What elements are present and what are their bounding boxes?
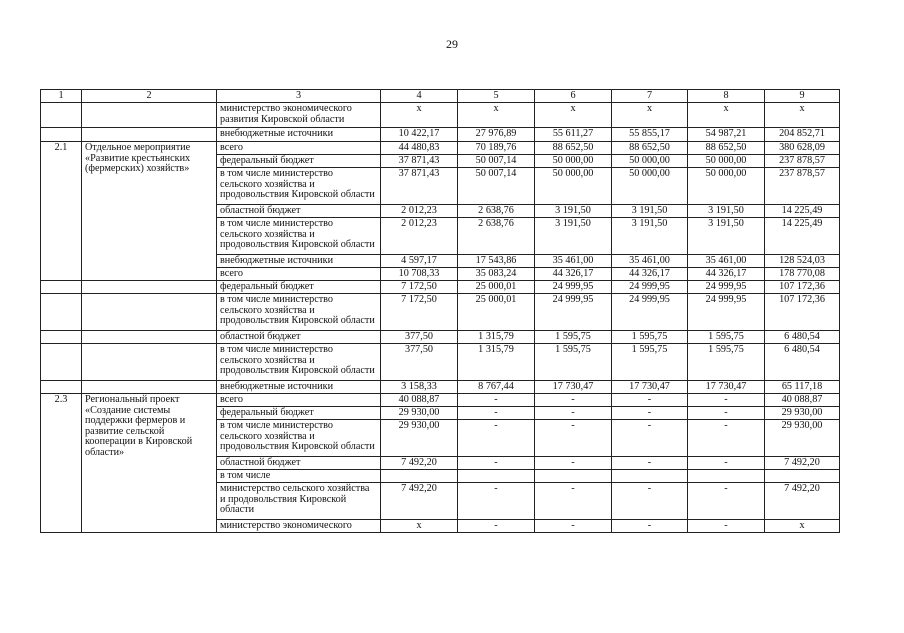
- value-cell: 44 326,17: [688, 268, 765, 281]
- item-number: [41, 381, 82, 394]
- item-number: [41, 344, 82, 381]
- funding-source: внебюджетные источники: [217, 381, 381, 394]
- column-header: 2: [82, 90, 217, 103]
- value-cell: 27 976,89: [458, 128, 535, 142]
- value-cell: 7 492,20: [381, 457, 458, 470]
- value-cell: 1 595,75: [612, 344, 688, 381]
- value-cell: 178 770,08: [765, 268, 840, 281]
- value-cell: 17 730,47: [688, 381, 765, 394]
- value-cell: x: [458, 103, 535, 128]
- value-cell: [458, 470, 535, 483]
- value-cell: 17 730,47: [612, 381, 688, 394]
- value-cell: 8 767,44: [458, 381, 535, 394]
- value-cell: 128 524,03: [765, 255, 840, 268]
- value-cell: 3 191,50: [688, 205, 765, 218]
- funding-source: областной бюджет: [217, 457, 381, 470]
- value-cell: -: [688, 457, 765, 470]
- value-cell: 44 326,17: [612, 268, 688, 281]
- event-name: [82, 381, 217, 394]
- event-name: [82, 331, 217, 344]
- value-cell: 377,50: [381, 344, 458, 381]
- column-header: 1: [41, 90, 82, 103]
- funding-source: федеральный бюджет: [217, 155, 381, 168]
- value-cell: 10 422,17: [381, 128, 458, 142]
- column-header: 8: [688, 90, 765, 103]
- table-row: [41, 294, 840, 331]
- value-cell: 237 878,57: [765, 155, 840, 168]
- value-cell: 24 999,95: [612, 294, 688, 331]
- value-cell: 14 225,49: [765, 205, 840, 218]
- value-cell: x: [688, 103, 765, 128]
- value-cell: 2 012,23: [381, 205, 458, 218]
- value-cell: -: [612, 457, 688, 470]
- value-cell: [688, 470, 765, 483]
- value-cell: 24 999,95: [688, 281, 765, 294]
- value-cell: 29 930,00: [765, 420, 840, 457]
- value-cell: -: [688, 483, 765, 520]
- funding-source: в том числе министерство сельского хозяйства и продовольствия Кировской области: [217, 218, 381, 255]
- value-cell: 24 999,95: [688, 294, 765, 331]
- value-cell: -: [612, 407, 688, 420]
- value-cell: 204 852,71: [765, 128, 840, 142]
- table-row: [41, 331, 840, 344]
- event-name: [82, 281, 217, 294]
- value-cell: 107 172,36: [765, 294, 840, 331]
- value-cell: -: [612, 420, 688, 457]
- value-cell: 2 638,76: [458, 218, 535, 255]
- table-row: [41, 142, 840, 155]
- value-cell: 24 999,95: [612, 281, 688, 294]
- value-cell: -: [612, 394, 688, 407]
- funding-source: федеральный бюджет: [217, 407, 381, 420]
- value-cell: [765, 470, 840, 483]
- value-cell: 25 000,01: [458, 294, 535, 331]
- event-name: [82, 294, 217, 331]
- funding-source: внебюджетные источники: [217, 255, 381, 268]
- value-cell: 37 871,43: [381, 155, 458, 168]
- table-row: [41, 394, 840, 407]
- value-cell: 7 172,50: [381, 281, 458, 294]
- value-cell: -: [535, 394, 612, 407]
- value-cell: 1 595,75: [535, 344, 612, 381]
- value-cell: 50 000,00: [688, 168, 765, 205]
- value-cell: 44 326,17: [535, 268, 612, 281]
- table-row: [41, 103, 840, 128]
- value-cell: 35 461,00: [535, 255, 612, 268]
- value-cell: -: [535, 520, 612, 533]
- item-number: [41, 281, 82, 294]
- value-cell: 7 492,20: [765, 457, 840, 470]
- value-cell: 17 730,47: [535, 381, 612, 394]
- value-cell: -: [535, 457, 612, 470]
- value-cell: 6 480,54: [765, 331, 840, 344]
- item-number: [41, 294, 82, 331]
- value-cell: 1 595,75: [688, 344, 765, 381]
- event-name: Отдельное мероприятие «Развитие крестьянских (фермерских) хозяйств»: [82, 142, 217, 281]
- value-cell: 4 597,17: [381, 255, 458, 268]
- value-cell: -: [612, 520, 688, 533]
- value-cell: -: [535, 407, 612, 420]
- value-cell: 377,50: [381, 331, 458, 344]
- value-cell: 37 871,43: [381, 168, 458, 205]
- item-number: [41, 103, 82, 128]
- value-cell: 1 595,75: [688, 331, 765, 344]
- event-name: Региональный проект «Создание системы поддержки фермеров и развитие сельской кооперации в Кировской области»: [82, 394, 217, 533]
- funding-source: областной бюджет: [217, 205, 381, 218]
- value-cell: 14 225,49: [765, 218, 840, 255]
- value-cell: -: [688, 394, 765, 407]
- funding-source: всего: [217, 268, 381, 281]
- value-cell: 40 088,87: [765, 394, 840, 407]
- value-cell: 35 461,00: [612, 255, 688, 268]
- value-cell: 55 855,17: [612, 128, 688, 142]
- event-name: [82, 103, 217, 128]
- value-cell: 24 999,95: [535, 281, 612, 294]
- value-cell: 2 638,76: [458, 205, 535, 218]
- value-cell: 1 595,75: [535, 331, 612, 344]
- value-cell: 29 930,00: [381, 407, 458, 420]
- table-row: [41, 381, 840, 394]
- table-row: [41, 128, 840, 142]
- value-cell: 35 083,24: [458, 268, 535, 281]
- funding-source: всего: [217, 394, 381, 407]
- value-cell: [381, 470, 458, 483]
- value-cell: -: [458, 407, 535, 420]
- value-cell: [535, 470, 612, 483]
- value-cell: 237 878,57: [765, 168, 840, 205]
- column-header: 6: [535, 90, 612, 103]
- value-cell: 54 987,21: [688, 128, 765, 142]
- value-cell: x: [765, 520, 840, 533]
- value-cell: -: [458, 483, 535, 520]
- value-cell: 7 492,20: [381, 483, 458, 520]
- value-cell: [612, 470, 688, 483]
- value-cell: 2 012,23: [381, 218, 458, 255]
- value-cell: 50 000,00: [535, 155, 612, 168]
- value-cell: x: [765, 103, 840, 128]
- value-cell: 380 628,09: [765, 142, 840, 155]
- value-cell: 44 480,83: [381, 142, 458, 155]
- table-row: [41, 344, 840, 381]
- value-cell: x: [381, 103, 458, 128]
- value-cell: x: [381, 520, 458, 533]
- page-number: 29: [446, 37, 458, 51]
- value-cell: 25 000,01: [458, 281, 535, 294]
- value-cell: 17 543,86: [458, 255, 535, 268]
- value-cell: 88 652,50: [688, 142, 765, 155]
- item-number: 2.3: [41, 394, 82, 533]
- value-cell: -: [688, 420, 765, 457]
- funding-source: всего: [217, 142, 381, 155]
- value-cell: 50 000,00: [535, 168, 612, 205]
- value-cell: 65 117,18: [765, 381, 840, 394]
- value-cell: -: [688, 520, 765, 533]
- value-cell: -: [458, 520, 535, 533]
- column-header: 7: [612, 90, 688, 103]
- value-cell: 3 191,50: [535, 205, 612, 218]
- funding-source: министерство экономического: [217, 520, 381, 533]
- funding-source: министерство экономического развития Кировской области: [217, 103, 381, 128]
- item-number: [41, 331, 82, 344]
- funding-source: областной бюджет: [217, 331, 381, 344]
- value-cell: 50 000,00: [612, 155, 688, 168]
- event-name: [82, 128, 217, 142]
- column-header: 5: [458, 90, 535, 103]
- value-cell: 3 191,50: [535, 218, 612, 255]
- value-cell: 1 315,79: [458, 331, 535, 344]
- value-cell: 29 930,00: [381, 420, 458, 457]
- value-cell: -: [612, 483, 688, 520]
- funding-source: федеральный бюджет: [217, 281, 381, 294]
- item-number: [41, 128, 82, 142]
- value-cell: 35 461,00: [688, 255, 765, 268]
- value-cell: 7 172,50: [381, 294, 458, 331]
- value-cell: -: [458, 420, 535, 457]
- funding-source: в том числе министерство сельского хозяйства и продовольствия Кировской области: [217, 420, 381, 457]
- value-cell: 29 930,00: [765, 407, 840, 420]
- value-cell: 1 315,79: [458, 344, 535, 381]
- funding-source: в том числе: [217, 470, 381, 483]
- event-name: [82, 344, 217, 381]
- value-cell: x: [535, 103, 612, 128]
- column-header: 4: [381, 90, 458, 103]
- funding-source: в том числе министерство сельского хозяйства и продовольствия Кировской области: [217, 294, 381, 331]
- value-cell: 50 007,14: [458, 155, 535, 168]
- value-cell: x: [612, 103, 688, 128]
- value-cell: 70 189,76: [458, 142, 535, 155]
- funding-source: министерство сельского хозяйства и продовольствия Кировской области: [217, 483, 381, 520]
- value-cell: 107 172,36: [765, 281, 840, 294]
- value-cell: 50 007,14: [458, 168, 535, 205]
- item-number: 2.1: [41, 142, 82, 281]
- budget-table: [40, 89, 840, 533]
- value-cell: 55 611,27: [535, 128, 612, 142]
- value-cell: 50 000,00: [612, 168, 688, 205]
- value-cell: 3 191,50: [612, 218, 688, 255]
- value-cell: -: [458, 457, 535, 470]
- value-cell: 88 652,50: [612, 142, 688, 155]
- value-cell: 3 191,50: [688, 218, 765, 255]
- value-cell: 24 999,95: [535, 294, 612, 331]
- value-cell: 50 000,00: [688, 155, 765, 168]
- value-cell: -: [535, 483, 612, 520]
- funding-source: в том числе министерство сельского хозяйства и продовольствия Кировской области: [217, 344, 381, 381]
- column-header: 9: [765, 90, 840, 103]
- value-cell: 3 158,33: [381, 381, 458, 394]
- header-row: [41, 90, 840, 103]
- value-cell: 1 595,75: [612, 331, 688, 344]
- value-cell: -: [535, 420, 612, 457]
- value-cell: -: [458, 394, 535, 407]
- value-cell: 10 708,33: [381, 268, 458, 281]
- funding-source: в том числе министерство сельского хозяйства и продовольствия Кировской области: [217, 168, 381, 205]
- funding-source: внебюджетные источники: [217, 128, 381, 142]
- value-cell: -: [688, 407, 765, 420]
- value-cell: 40 088,87: [381, 394, 458, 407]
- value-cell: 7 492,20: [765, 483, 840, 520]
- table-row: [41, 281, 840, 294]
- column-header: 3: [217, 90, 381, 103]
- value-cell: 88 652,50: [535, 142, 612, 155]
- value-cell: 3 191,50: [612, 205, 688, 218]
- value-cell: 6 480,54: [765, 344, 840, 381]
